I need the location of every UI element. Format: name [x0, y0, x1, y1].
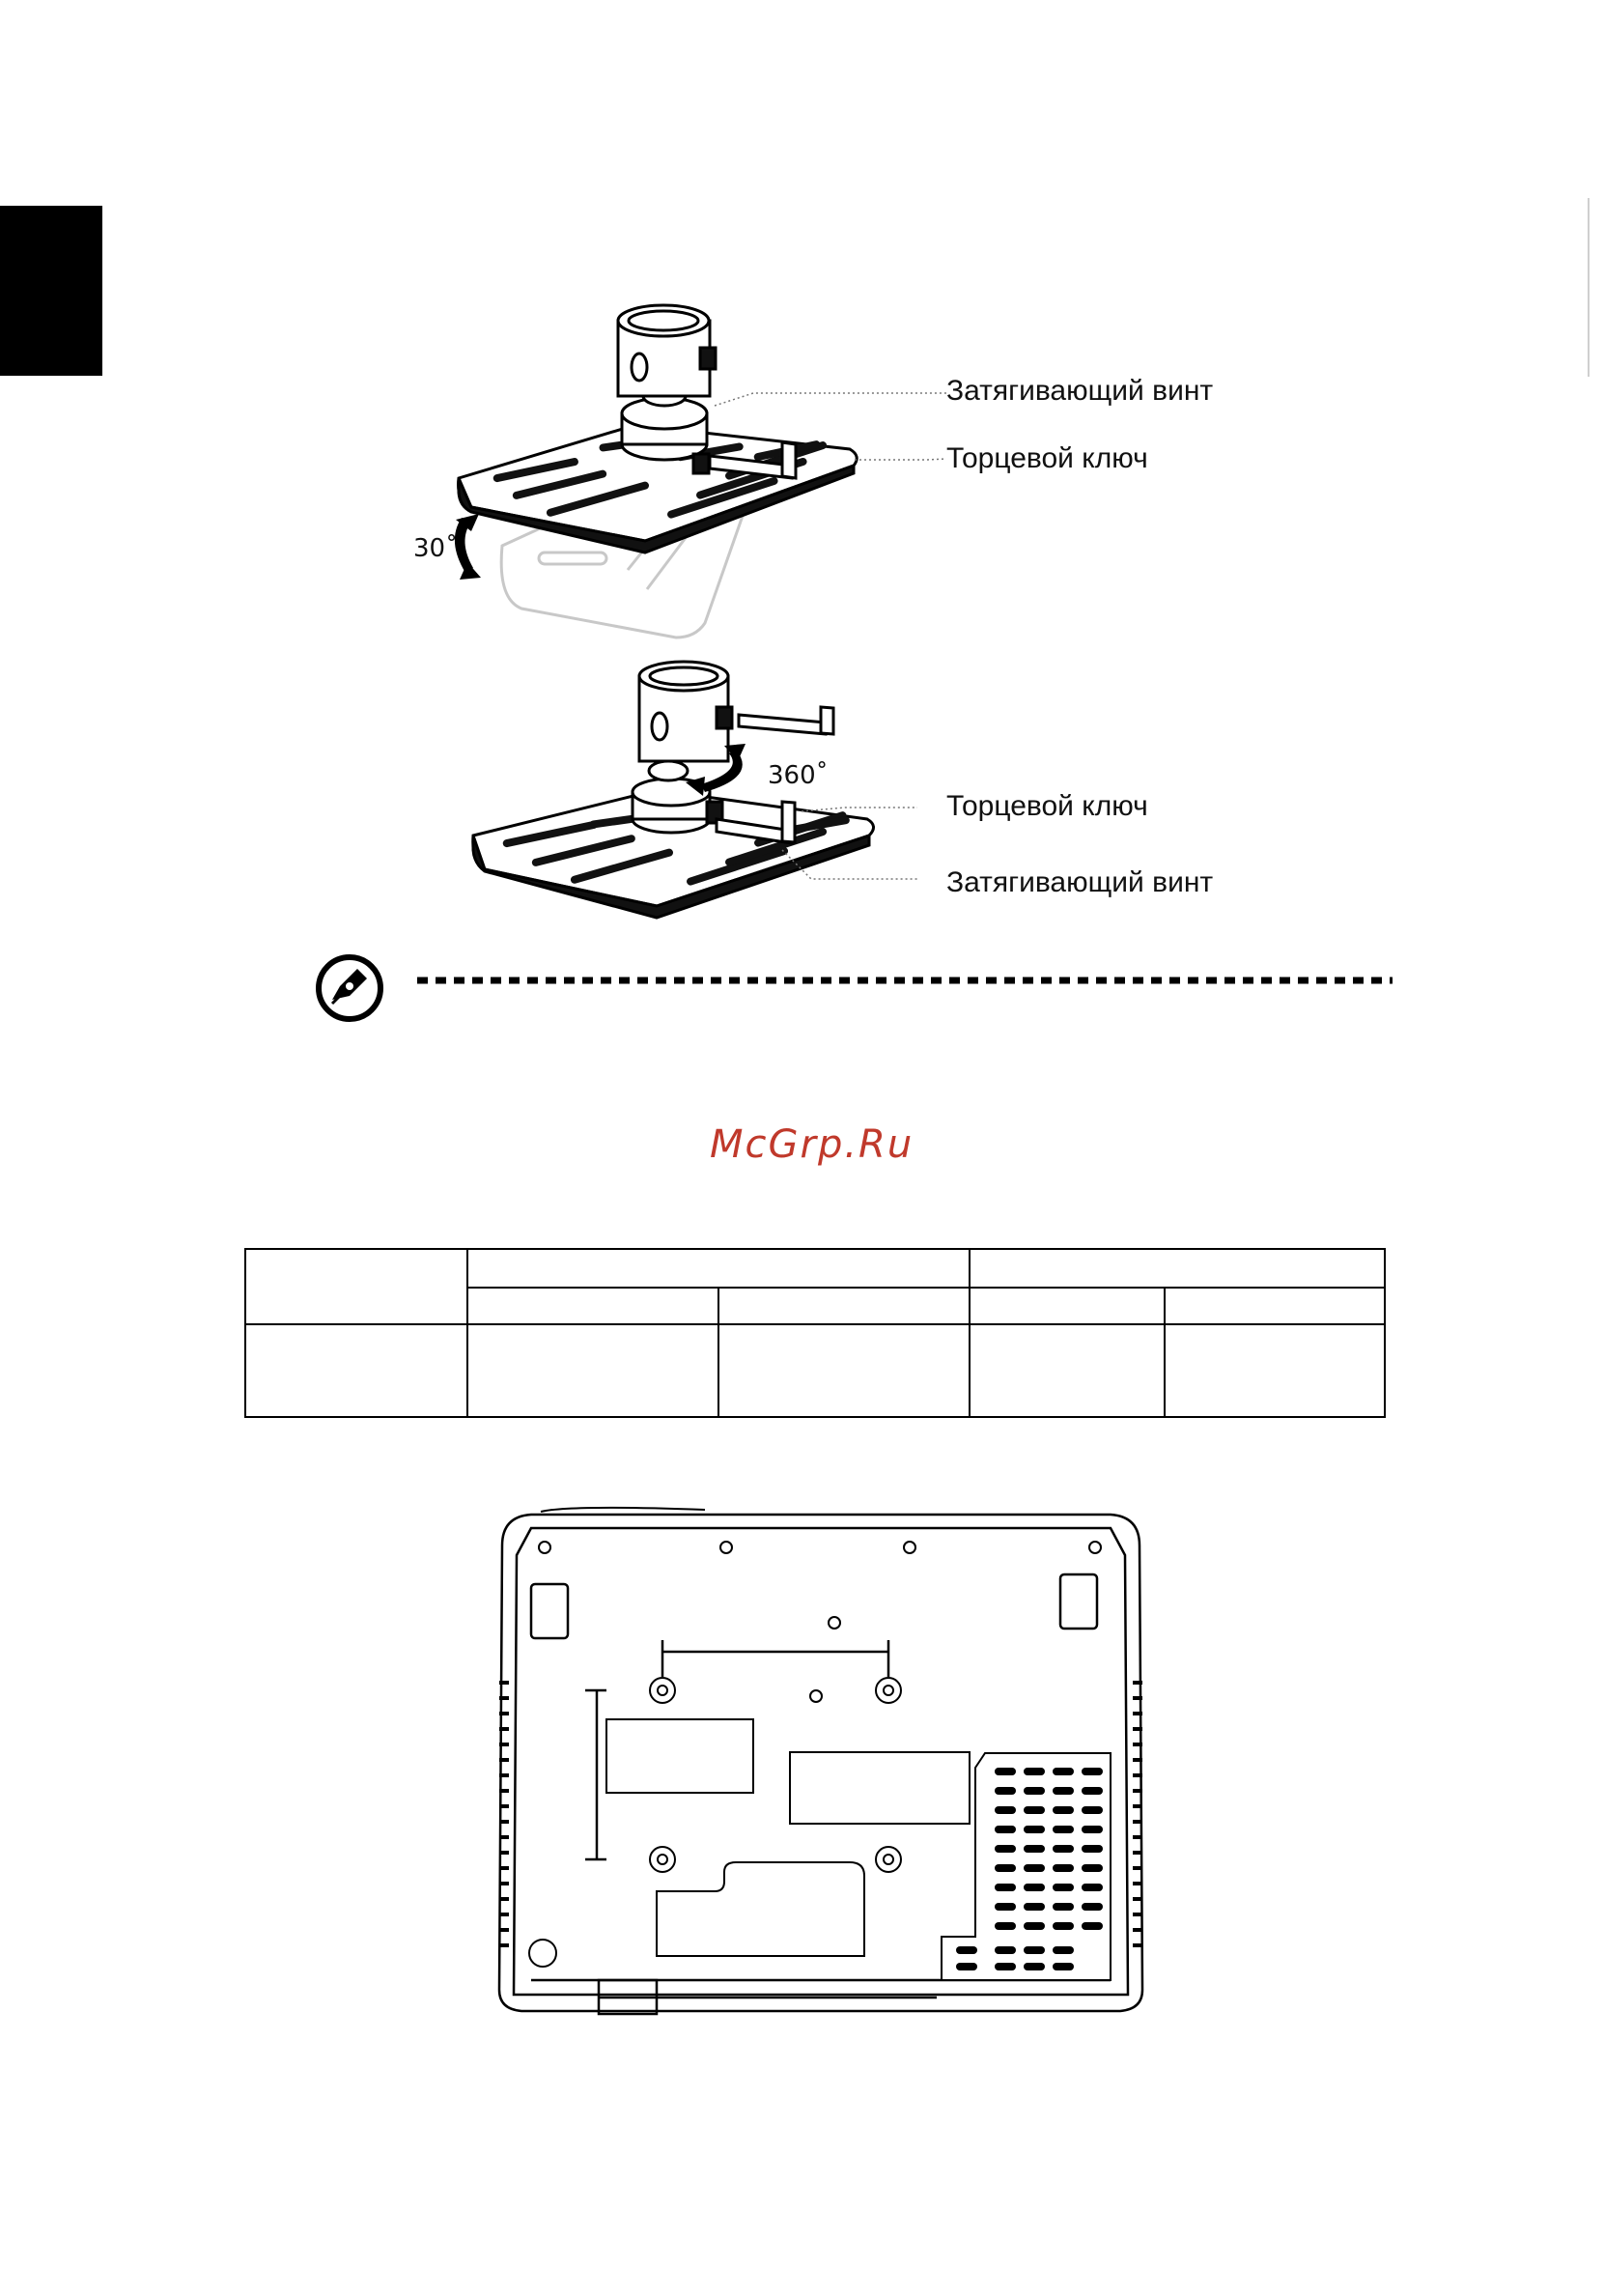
language-side-tab: [0, 206, 102, 376]
label-hex-key-bottom: Торцевой ключ: [946, 790, 1148, 822]
table-header-cell: [970, 1249, 1385, 1288]
table-header-cell: [245, 1249, 467, 1324]
angle-label-360: 360˚: [768, 761, 829, 790]
label-tightening-screw-bottom: Затягивающий винт: [946, 866, 1214, 898]
note-pen-icon: [311, 951, 394, 1021]
table-cell: [467, 1324, 718, 1417]
table-cell: [245, 1324, 467, 1417]
table-subheader-cell: [970, 1288, 1165, 1324]
watermark: McGrp.Ru: [710, 1122, 915, 1167]
label-tightening-screw-top: Затягивающий винт: [946, 375, 1214, 407]
hex-key-loose: [739, 707, 833, 734]
table-cell: [970, 1324, 1165, 1417]
table-header-cell: [467, 1249, 970, 1288]
mount-tilt-illustration: [386, 299, 888, 657]
angle-label-30: 30˚: [413, 534, 459, 563]
spec-table: [244, 1248, 1386, 1418]
label-hex-key-top: Торцевой ключ: [946, 442, 1148, 474]
projector-bottom-diagram: [483, 1507, 1159, 2033]
tilt-arrow: [455, 514, 481, 580]
table-subheader-cell: [467, 1288, 718, 1324]
mount-column-2: [633, 662, 732, 833]
table-subheader-cell: [718, 1288, 970, 1324]
margin-rule: [1588, 198, 1590, 377]
mount-column: [618, 305, 716, 473]
mount-rotate-illustration: [464, 657, 908, 927]
vent-grille: [942, 1753, 1111, 1980]
table-cell: [1165, 1324, 1385, 1417]
table-subheader-cell: [1165, 1288, 1385, 1324]
note-dotted-rule: [417, 976, 1393, 985]
table-cell: [718, 1324, 970, 1417]
